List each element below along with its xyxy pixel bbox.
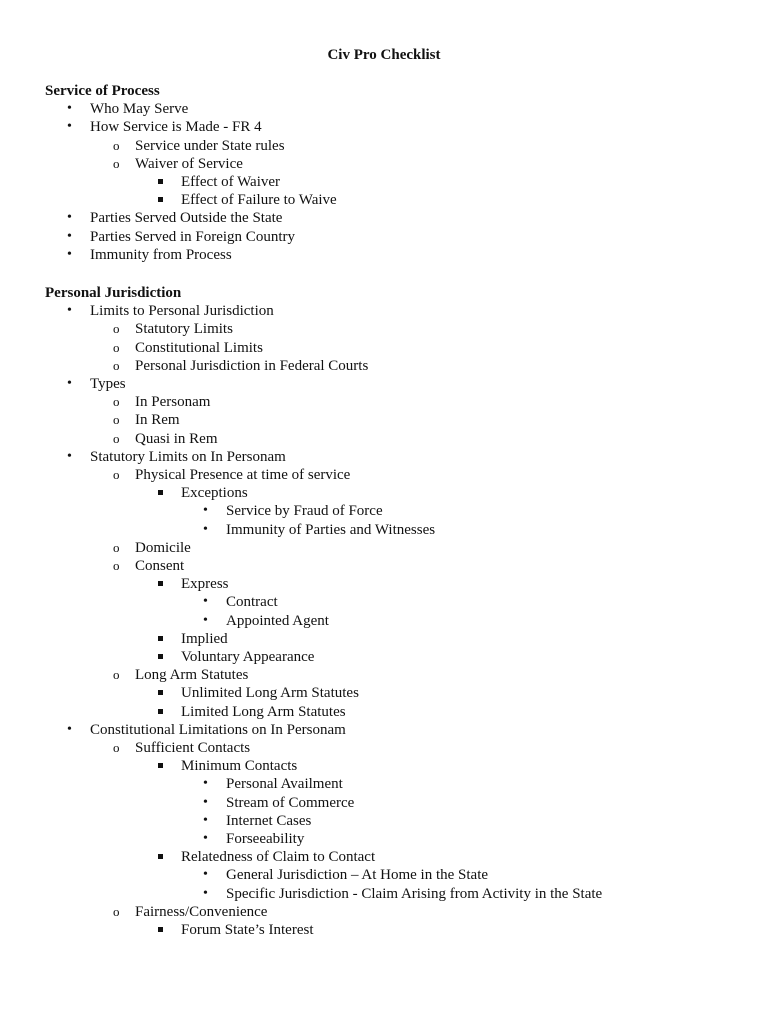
circle-bullet-icon: o bbox=[113, 430, 120, 446]
list-item-text: Forum State’s Interest bbox=[181, 922, 314, 938]
list-item-text: How Service is Made - FR 4 bbox=[90, 119, 262, 136]
square-bullet-icon bbox=[158, 490, 163, 495]
circle-bullet-icon: o bbox=[113, 137, 120, 153]
list-item-text: Express bbox=[181, 576, 229, 593]
dot-bullet-icon: • bbox=[67, 210, 72, 226]
square-bullet-icon bbox=[158, 690, 163, 695]
list-item bbox=[113, 430, 218, 448]
list-item bbox=[113, 539, 191, 557]
dot-bullet-icon: • bbox=[67, 721, 72, 737]
list-item-text: Physical Presence at time of service bbox=[135, 467, 351, 483]
dot-bullet-icon: • bbox=[203, 867, 208, 883]
circle-bullet-icon: o bbox=[113, 667, 120, 683]
list-item-text: Constitutional Limitations on In Personam bbox=[90, 721, 346, 738]
dot-bullet-icon: • bbox=[203, 794, 208, 810]
square-bullet-icon bbox=[158, 709, 163, 714]
list-item-text: Constitutional Limits bbox=[135, 339, 263, 356]
list-item bbox=[181, 648, 314, 666]
list-item bbox=[113, 393, 211, 411]
list-item bbox=[113, 411, 180, 429]
list-item-text: Quasi in Rem bbox=[135, 430, 218, 447]
circle-bullet-icon: o bbox=[113, 903, 120, 919]
list-item-text: Domicile bbox=[135, 539, 191, 556]
dot-bullet-icon: • bbox=[203, 503, 208, 519]
square-bullet-icon bbox=[158, 763, 163, 768]
dot-bullet-icon: • bbox=[203, 521, 208, 537]
list-item-text: Relatedness of Claim to Contact bbox=[181, 849, 376, 866]
circle-bullet-icon: o bbox=[113, 539, 120, 555]
list-item-text: Statutory Limits on In Personam bbox=[90, 448, 286, 465]
circle-bullet-icon: o bbox=[113, 740, 120, 755]
circle-bullet-icon: o bbox=[113, 558, 120, 573]
circle-bullet-icon: o bbox=[113, 412, 120, 428]
dot-bullet-icon: • bbox=[203, 885, 208, 901]
section-heading: Service of Process bbox=[45, 83, 160, 99]
list-item bbox=[67, 209, 283, 227]
list-item bbox=[113, 666, 249, 684]
circle-bullet-icon: o bbox=[113, 155, 120, 171]
list-item bbox=[67, 228, 295, 246]
list-item bbox=[113, 320, 233, 338]
list-item-text: Waiver of Service bbox=[135, 155, 243, 172]
dot-bullet-icon: • bbox=[67, 376, 72, 391]
dot-bullet-icon: • bbox=[203, 612, 208, 628]
list-item-text: Who May Serve bbox=[90, 101, 189, 118]
list-item bbox=[203, 885, 603, 903]
list-item-text: Contract bbox=[226, 594, 278, 611]
list-item-text: Parties Served Outside the State bbox=[90, 210, 283, 227]
list-item-text: Immunity of Parties and Witnesses bbox=[226, 521, 436, 538]
list-item-text: Exceptions bbox=[181, 485, 248, 502]
list-item bbox=[203, 502, 383, 520]
circle-bullet-icon: o bbox=[113, 357, 120, 373]
circle-bullet-icon: o bbox=[113, 321, 120, 337]
list-item bbox=[113, 137, 285, 155]
list-item-text: Parties Served in Foreign Country bbox=[90, 228, 295, 245]
square-bullet-icon bbox=[158, 854, 163, 859]
list-item bbox=[113, 339, 263, 357]
list-item bbox=[113, 739, 251, 757]
list-item bbox=[113, 357, 369, 375]
list-item bbox=[67, 375, 126, 393]
list-item bbox=[67, 118, 262, 136]
list-item-text: Effect of Waiver bbox=[181, 174, 281, 190]
list-item-text: Appointed Agent bbox=[226, 612, 329, 629]
list-item bbox=[203, 866, 489, 884]
list-item bbox=[113, 155, 243, 173]
list-item-text: Minimum Contacts bbox=[181, 758, 298, 775]
list-item-text: Specific Jurisdiction - Claim Arising from Activity in the State bbox=[226, 885, 603, 902]
list-item-text: Stream of Commerce bbox=[226, 794, 355, 811]
list-item-text: Unlimited Long Arm Statutes bbox=[181, 685, 359, 702]
dot-bullet-icon: • bbox=[203, 594, 208, 610]
list-item-text: Fairness/Convenience bbox=[135, 903, 268, 920]
list-item-text: Effect of Failure to Waive bbox=[181, 192, 337, 209]
square-bullet-icon bbox=[158, 581, 163, 586]
dot-bullet-icon: • bbox=[67, 448, 72, 464]
list-item bbox=[181, 630, 228, 648]
list-item-text: Limits to Personal Jurisdiction bbox=[90, 303, 274, 320]
square-bullet-icon bbox=[158, 197, 163, 202]
list-item bbox=[67, 302, 274, 320]
list-item bbox=[181, 484, 248, 502]
dot-bullet-icon: • bbox=[67, 101, 72, 117]
list-item bbox=[181, 757, 297, 775]
dot-bullet-icon: • bbox=[203, 776, 208, 792]
dot-bullet-icon: • bbox=[203, 831, 208, 846]
list-item-text: Voluntary Appearance bbox=[181, 649, 315, 665]
list-item bbox=[181, 921, 313, 939]
list-item bbox=[203, 830, 305, 848]
dot-bullet-icon: • bbox=[67, 228, 72, 244]
list-item-text: Consent bbox=[135, 558, 185, 574]
list-item-text: Statutory Limits bbox=[135, 321, 233, 338]
list-item-text: Limited Long Arm Statutes bbox=[181, 703, 346, 720]
list-item-text: Personal Availment bbox=[226, 776, 343, 793]
list-item bbox=[67, 448, 286, 466]
dot-bullet-icon: • bbox=[67, 246, 72, 262]
list-item-text: Service by Fraud of Force bbox=[226, 503, 383, 520]
square-bullet-icon bbox=[158, 654, 163, 659]
list-item bbox=[67, 246, 232, 264]
section-heading: Personal Jurisdiction bbox=[45, 285, 182, 301]
list-item bbox=[181, 848, 375, 866]
list-item bbox=[181, 575, 229, 593]
list-item-text: Internet Cases bbox=[226, 812, 312, 829]
list-item-text: Sufficient Contacts bbox=[135, 740, 251, 756]
list-item bbox=[203, 775, 343, 793]
dot-bullet-icon: • bbox=[203, 812, 208, 828]
list-item-text: Implied bbox=[181, 630, 228, 647]
square-bullet-icon bbox=[158, 179, 163, 184]
list-item bbox=[67, 721, 346, 739]
list-item-text: Forseeability bbox=[226, 831, 305, 847]
list-item bbox=[203, 812, 312, 830]
circle-bullet-icon: o bbox=[113, 467, 120, 482]
list-item bbox=[181, 173, 280, 191]
list-item-text: Immunity from Process bbox=[90, 246, 232, 263]
list-item-text: In Personam bbox=[135, 394, 211, 411]
list-item-text: Personal Jurisdiction in Federal Courts bbox=[135, 357, 369, 374]
list-item bbox=[67, 100, 189, 118]
circle-bullet-icon: o bbox=[113, 339, 120, 355]
list-item bbox=[203, 521, 436, 539]
list-item-text: General Jurisdiction – At Home in the State bbox=[226, 867, 489, 884]
list-item bbox=[113, 557, 185, 575]
list-item-text: In Rem bbox=[135, 412, 180, 429]
list-item bbox=[203, 612, 329, 630]
list-item bbox=[181, 684, 359, 702]
list-item bbox=[181, 191, 337, 209]
list-item bbox=[113, 466, 351, 484]
list-item bbox=[203, 593, 278, 611]
list-item-text: Types bbox=[90, 376, 126, 392]
dot-bullet-icon: • bbox=[67, 303, 72, 319]
square-bullet-icon bbox=[158, 636, 163, 641]
list-item-text: Service under State rules bbox=[135, 137, 285, 154]
list-item bbox=[181, 703, 346, 721]
list-item bbox=[113, 903, 268, 921]
list-item bbox=[203, 794, 355, 812]
circle-bullet-icon: o bbox=[113, 394, 120, 410]
square-bullet-icon bbox=[158, 927, 163, 932]
dot-bullet-icon: • bbox=[67, 119, 72, 135]
list-item-text: Long Arm Statutes bbox=[135, 667, 249, 684]
document-title: Civ Pro Checklist bbox=[327, 47, 441, 63]
